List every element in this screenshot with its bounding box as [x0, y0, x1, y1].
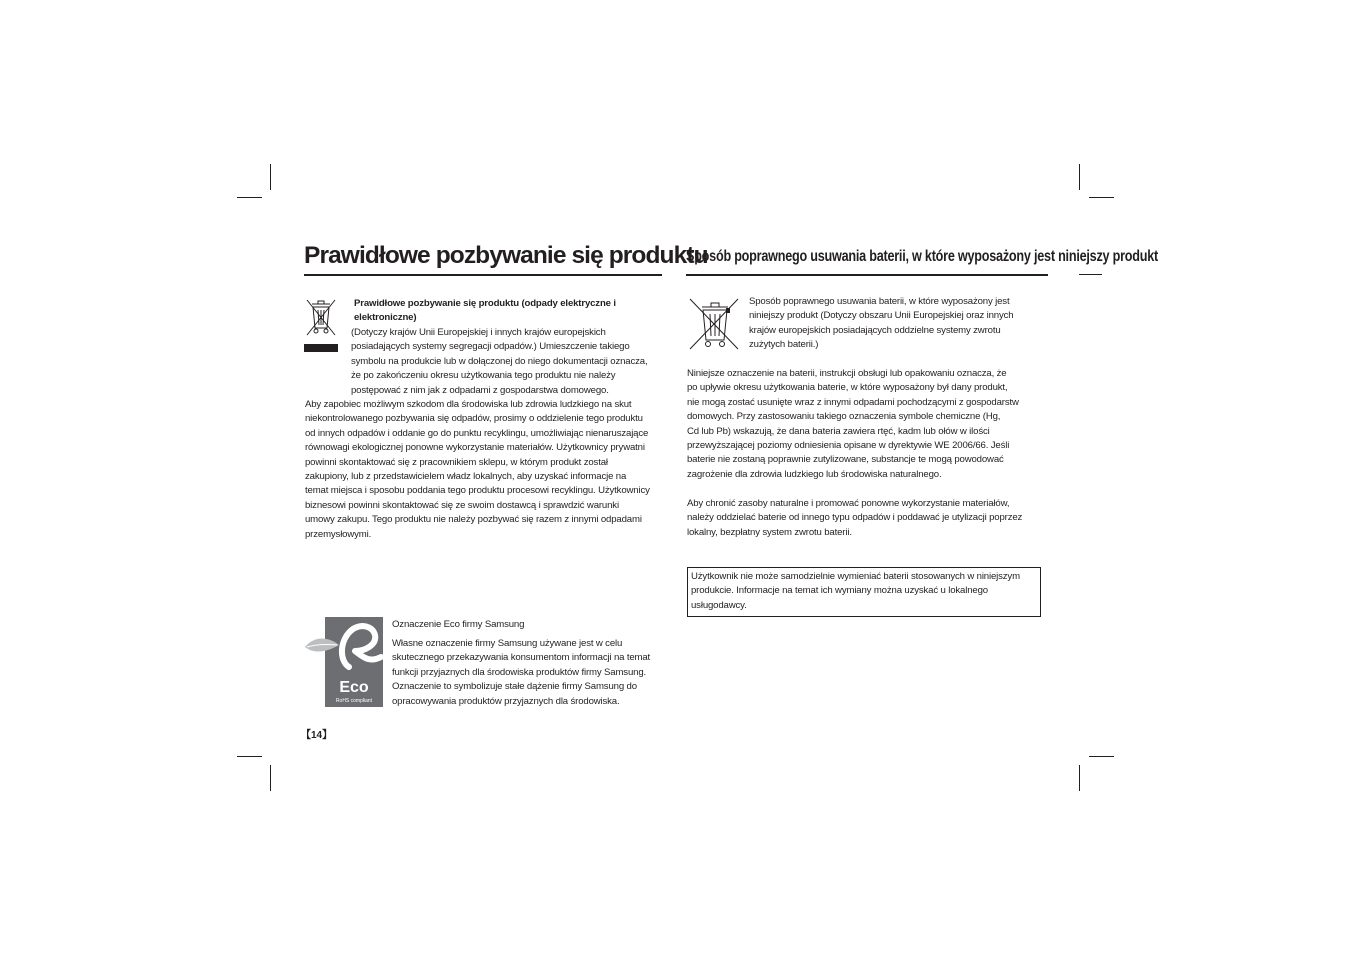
battery-intro: Sposób poprawnego usuwania baterii, w które wyposażony jest niniejszy produkt (Dotyczy obszaru Unii Europejskiej oraz innych krajów europejskich posiadających oddzielne systemy zwrotu zużytych baterii.) [749, 296, 1014, 351]
crop-mark [1079, 164, 1080, 190]
crossed-bin-icon [304, 298, 338, 354]
crop-mark [237, 197, 262, 198]
title-underline-extension [1079, 274, 1102, 275]
crop-mark [1089, 197, 1114, 198]
crop-mark [237, 756, 262, 757]
samsung-eco-logo [305, 617, 385, 707]
page-title: Prawidłowe pozbywanie się produktu [304, 242, 708, 269]
section-title: Sposób poprawnego usuwania baterii, w które wyposażony jest niniejszy produkt [686, 248, 1158, 265]
weee-heading: Prawidłowe pozbywanie się produktu (odpady elektryczne i elektroniczne) [354, 298, 616, 324]
battery-note-box: Użytkownik nie może samodzielnie wymieniać baterii stosowanych w niniejszym produkcie. Informacje na temat ich wymiany można uzyskać u lokalnego usługodawcy. [687, 567, 1041, 617]
eco-logo-subtext: RoHS compliant [335, 698, 373, 704]
crossed-bin-icon [688, 298, 740, 350]
weee-intro: (Dotyczy krajów Unii Europejskiej i innych krajów europejskich posiadających systemy segregacji odpadów.) Umieszczenie takiego symbolu na produkcie lub w dołączonej do niego dokumentacji oznacza, że po zakończeniu okresu użytkowania tego produktu nie należy postępować z nim jak z odpadami z gospodarstwa domowego. [351, 327, 648, 396]
crop-mark [270, 765, 271, 791]
crop-mark [270, 164, 271, 190]
battery-paragraph-2: Aby chronić zasoby naturalne i promować ponowne wykorzystanie materiałów, należy oddzielać baterie od innego typu odpadów i poddawać je utylizacji poprzez lokalny, bezpłatny system zwrotu baterii. [687, 498, 1023, 538]
eco-title: Oznaczenie Eco firmy Samsung [392, 619, 525, 630]
title-underline [304, 274, 662, 276]
battery-paragraph-1: Niniejsze oznaczenie na baterii, instrukcji obsługi lub opakowaniu oznacza, że po upływie okresu użytkowania baterie, w które wyposażony był dany produkt, nie mogą zostać usunięte wraz z innymi odpadami pochodzącymi z gospodarstw domowych. Przy zastosowaniu takiego oznaczenia symbole chemiczne (Hg, Cd lub Pb) wskazują, że dana bateria zawiera rtęć, kadm lub ołów w ilości przewyższającej poziomy odniesienia opisane w dyrektywie WE 2006/66. Jeśli baterie nie zostaną poprawnie zutylizowane, substancje te mogą powodować zagrożenie dla zdrowia ludzkiego lub środowiska naturalnego. [687, 368, 1019, 480]
weee-body: Aby zapobiec możliwym szkodom dla środowiska lub zdrowia ludzkiego na skut niekontrolowanego pozbywania się odpadów, prosimy o oddzielenie tego produktu od innych odpadów i oddanie go do punktu recyklingu, umożliwiając nienaruszające równowagi ekologicznej ponowne wykorzystanie materiałów. Użytkownicy prywatni powinni skontaktować się z pracownikiem sklepu, w którym produkt został zakupiony, lub z przedstawicielem władz lokalnych, aby uzyskać informacje na temat miejsca i sposobu poddania tego produktu procesowi recyklingu. Użytkownicy biznesowi powinni skontaktować się ze swoim dostawcą i sprawdzić warunki umowy zakupu. Tego produktu nie należy pozbywać się razem z innymi odpadami przemysłowymi. [305, 399, 650, 540]
eco-body: Własne oznaczenie firmy Samsung używane jest w celu skutecznego przekazywania konsumentom informacji na temat funkcji przyjaznych dla środowiska produktów firmy Samsung. Oznaczenie to symbolizuje stałe dążenie firmy Samsung do opracowywania produktów przyjaznych dla środowiska. [392, 638, 651, 707]
eco-logo-text: Eco [339, 679, 369, 696]
crop-mark [1089, 756, 1114, 757]
crop-mark [1079, 765, 1080, 791]
title-underline [686, 274, 1048, 276]
page-number: 【14】 [301, 730, 333, 741]
